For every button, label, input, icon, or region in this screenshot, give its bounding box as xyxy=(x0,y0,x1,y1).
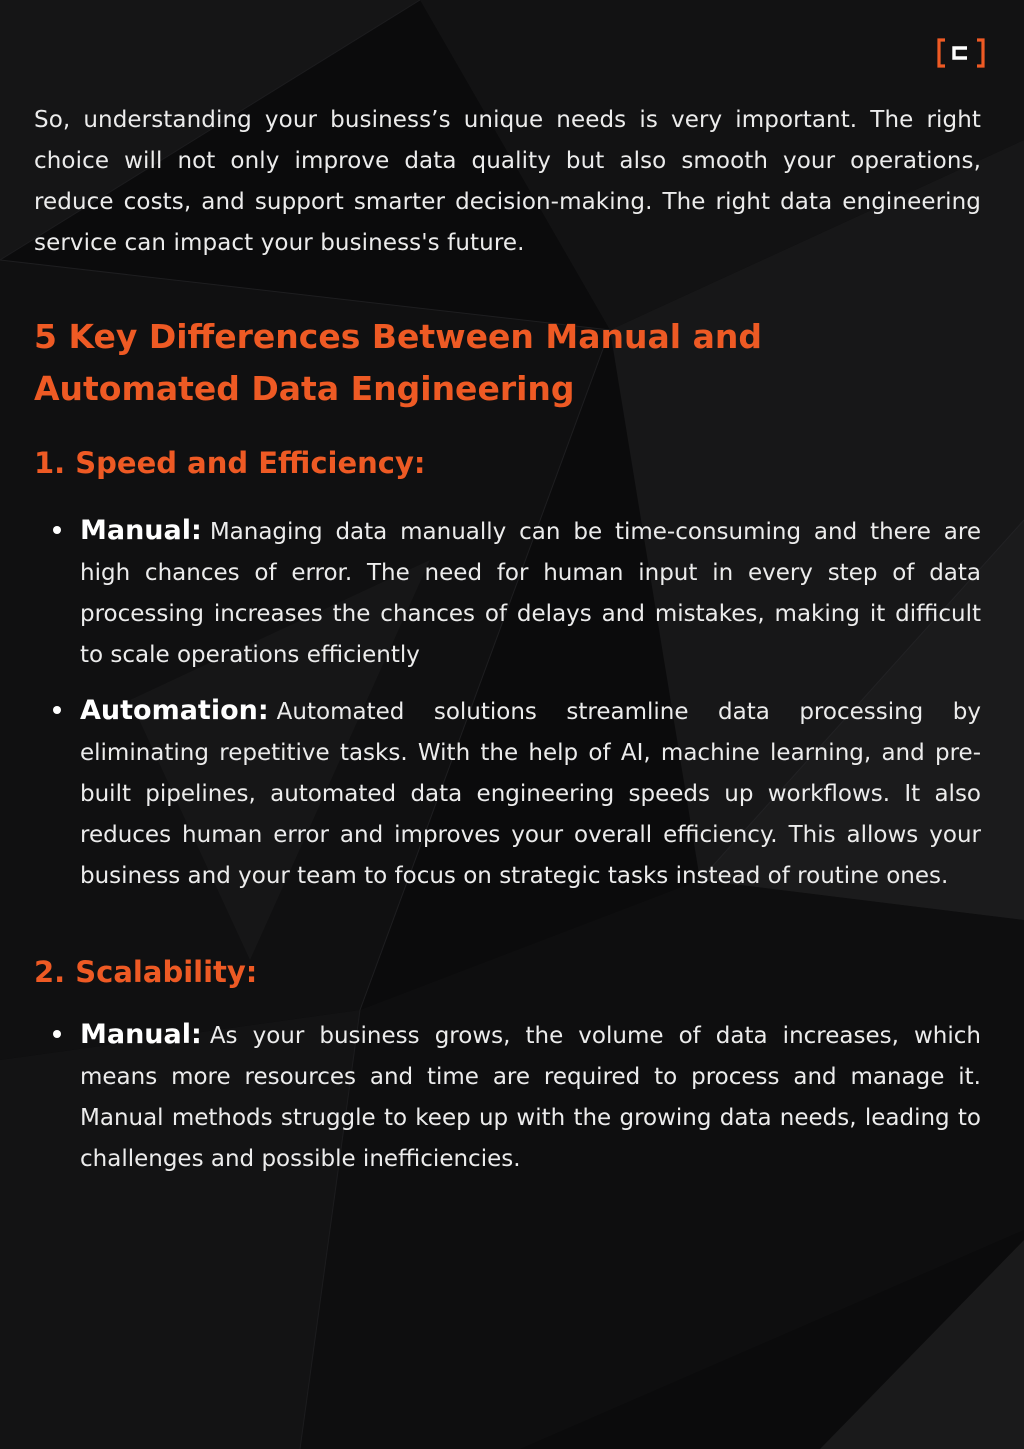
item-term: Automation: xyxy=(80,695,269,726)
subsection-title-scalability: 2. Scalability: xyxy=(34,955,258,989)
item-text: As your business grows, the volume of data increases, which means more resources and time are required to process and manage it. Manual methods struggle to keep up with the growing data needs, leading to challenges and possible inefficiencies. xyxy=(80,1023,981,1172)
brand-logo-icon xyxy=(937,38,985,68)
list-item xyxy=(34,1014,981,1180)
document-content xyxy=(34,100,981,1194)
bullet-list-scalability xyxy=(34,1014,981,1180)
bullet-icon xyxy=(53,1030,61,1038)
section-heading: 5 Key Differences Between Manual and Automated Data Engineering xyxy=(34,317,762,408)
list-item xyxy=(34,690,981,897)
bullet-icon xyxy=(53,526,61,534)
bullet-icon xyxy=(53,706,61,714)
subsection-title-speed: 1. Speed and Efficiency: xyxy=(34,446,426,480)
item-text: Automated solutions streamline data processing by eliminating repetitive tasks. With the help of AI, machine learning, and pre-built pipelines, automated data engineering speeds up workflows. It also reduces human error and improves your overall efficiency. This allows your business and your team to focus on strategic tasks instead of routine ones. xyxy=(80,699,981,889)
item-text: Managing data manually can be time-consuming and there are high chances of error. The need for human input in every step of data processing increases the chances of delays and mistakes, making it difficult to scale operations efficiently xyxy=(80,519,981,668)
item-term: Manual: xyxy=(80,515,202,546)
bullet-list-speed xyxy=(34,510,981,897)
item-term: Manual: xyxy=(80,1019,202,1050)
intro-paragraph: So, understanding your business’s unique needs is very important. The right choice will not only improve data quality but also smooth your operations, reduce costs, and support smarter decision-making. The right data engineering service can impact your business's future. xyxy=(34,107,981,256)
list-item xyxy=(34,510,981,676)
